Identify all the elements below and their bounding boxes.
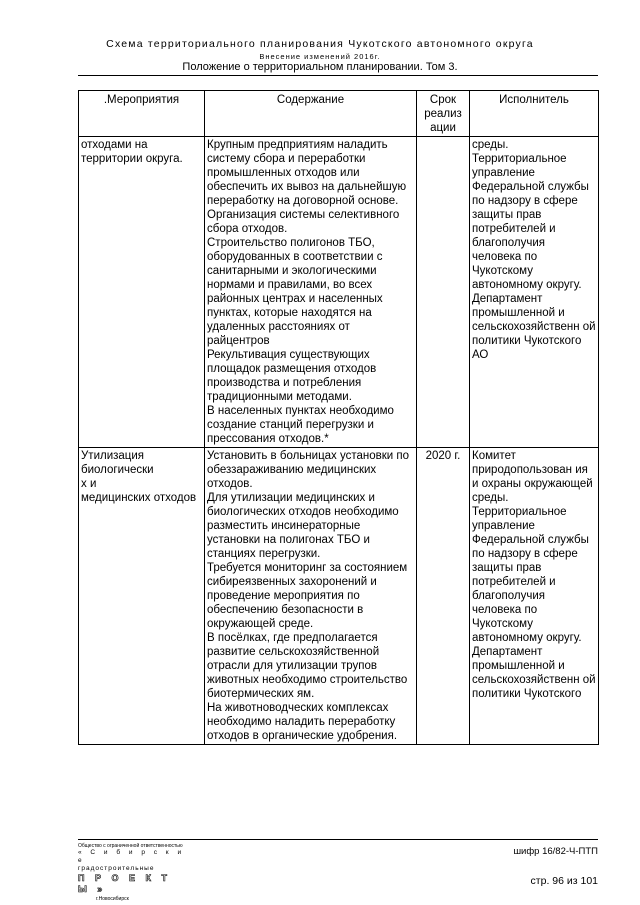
cell-executor: Комитет природопользован ия и охраны окружающей среды. Территориальное управление Федеральной службы по надзору в сфере защиты прав потребителей и благополучия человека по Чукотскому автономному округу. Департамент промышленной и сельскохозяйственн ой политики Чукотского xyxy=(470,448,599,745)
header-term: Срок реализ ации xyxy=(417,91,470,137)
header-content: Содержание xyxy=(205,91,417,137)
page-number: стр. 96 из 101 xyxy=(530,875,598,887)
header-executor: Исполнитель xyxy=(470,91,599,137)
cell-content: Установить в больницах установки по обеззараживанию медицинских отходов. Для утилизации медицинских и биологических отходов необходимо разместить инсинераторные установки на полигонах ТБО и станциях перегрузки. Требуется мониторинг за состоянием сибиреязвенных захоронений и проведение мероприятия по обеспечению безопасности в окружающей среде. В посёлках, где предполагается развитие сельскохозяйственной отрасли для утилизации трупов животных необходимо строительство биотермических ям. На животноводческих комплексах необходимо наладить переработку отходов в органические удобрения. xyxy=(205,448,417,745)
measures-table xyxy=(78,90,599,745)
cell-executor: среды. Территориальное управление Федеральной службы по надзору в сфере защиты прав потребителей и благополучия человека по Чукотскому автономному округу. Департамент промышленной и сельскохозяйственн ой политики Чукотского АО xyxy=(470,137,599,448)
cell-measure: отходами на территории округа. xyxy=(79,137,205,448)
cell-content: Крупным предприятиям наладить систему сбора и переработки промышленных отходов или обеспечить их вывоз на дальнейшую переработку на договорной основе. Организация системы селективного сбора отходов. Строительство полигонов ТБО, оборудованных в соответствии с санитарными и экологическими нормами и правилами, во всех районных центрах и населенных пунктах, которые находятся на удаленных расстояниях от райцентров Рекультивация существующих площадок размещения отходов производства и потребления традиционными методами. В населенных пунктах необходимо создание станций перегрузки и прессования отходов.* xyxy=(205,137,417,448)
document-title: Схема территориального планирования Чукотского автономного округа xyxy=(106,38,534,50)
document-cipher: шифр 16/82-Ч-ПТП xyxy=(513,846,598,857)
header-rule xyxy=(78,75,598,76)
cell-term: 2020 г. xyxy=(417,448,470,745)
table-row xyxy=(79,448,599,745)
cell-term xyxy=(417,137,470,448)
footer-rule xyxy=(78,839,598,840)
cell-measure: Утилизация биологически х и медицинских отходов xyxy=(79,448,205,745)
header-measures: .Мероприятия xyxy=(79,91,205,137)
document-volume: Положение о территориальном планировании. Том 3. xyxy=(182,61,458,73)
document-revision: Внесение изменений 2016г. xyxy=(259,52,381,61)
table-row xyxy=(79,137,599,448)
table-header-row xyxy=(79,91,599,137)
company-logo: Общество с ограниченной ответственностью « С и б и р с к и е градостроительные П Р О Е К Т Ы » г.Новосибирск xyxy=(78,843,185,902)
